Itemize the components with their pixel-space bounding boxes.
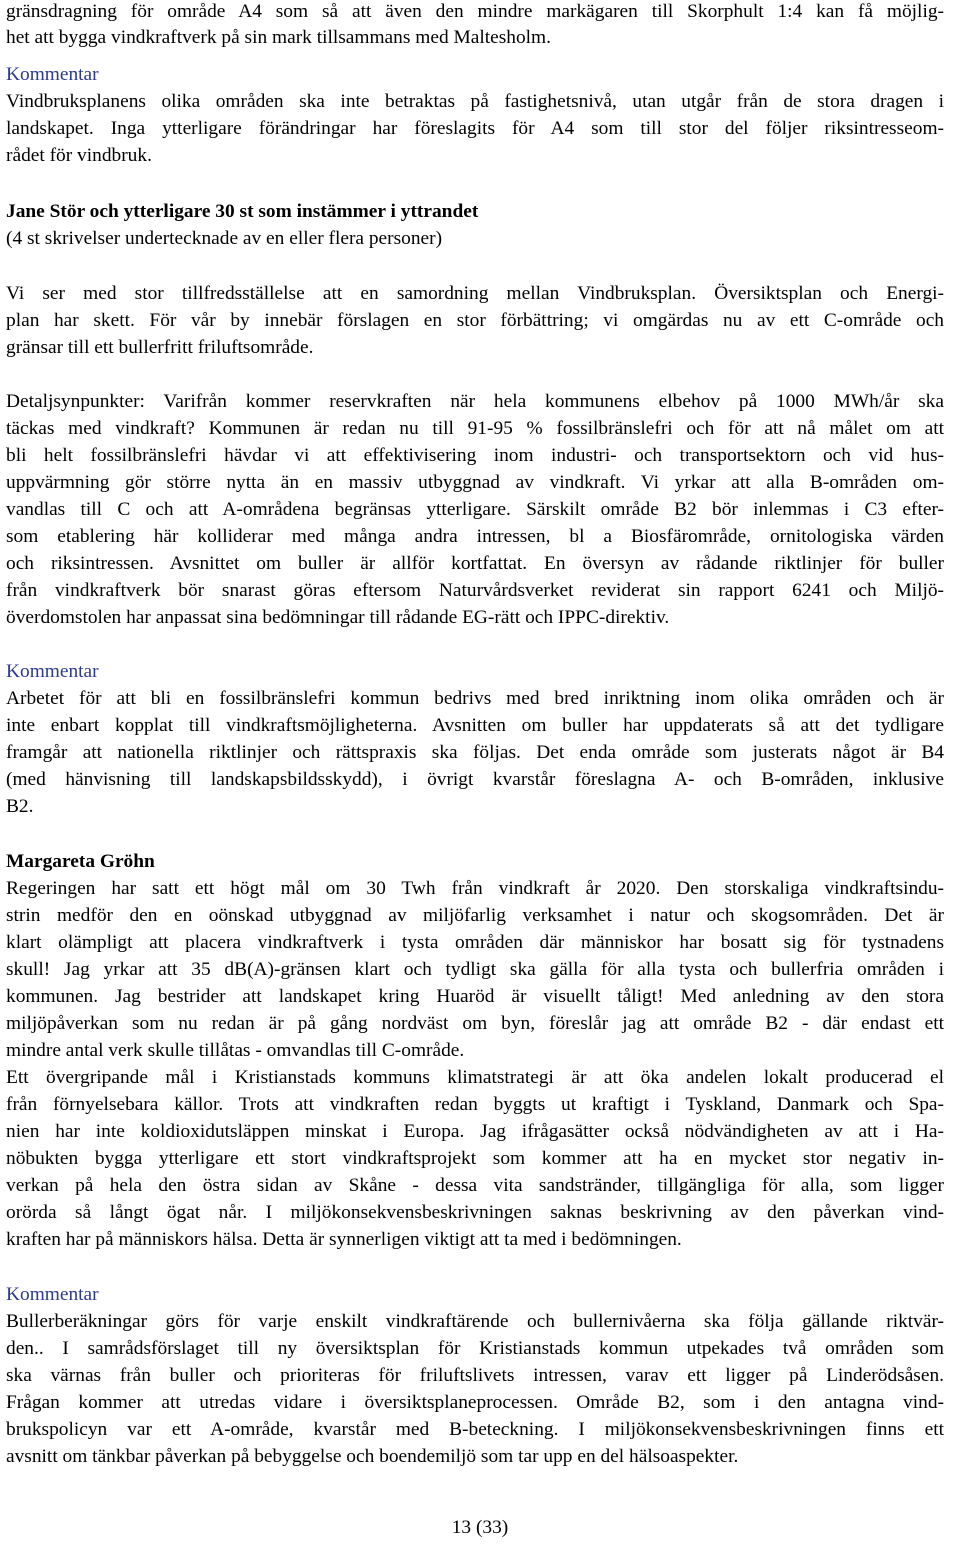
text-line: framgår att nationella riktlinjer och rättspraxis ska följas. Det enda område som justerats något är B4 [6, 742, 944, 763]
text-line: täckas med vindkraft? Kommunen är redan nu till 91-95 % fossilbränslefri och för att nå målet om att [6, 418, 944, 439]
text-line: kommunen. Jag bestrider att landskapet kring Huaröd är visuellt tåligt! Med anledning av den stora [6, 986, 944, 1007]
text-line: Detaljsynpunkter: Varifrån kommer reservkraften när hela kommunens elbehov på 1000 MWh/år ska [6, 391, 944, 412]
comment-heading: Kommentar [6, 661, 99, 682]
text-line: kraften har på människors hälsa. Detta är synnerligen viktigt att ta med i bedömningen. [6, 1229, 682, 1250]
text-line: från förnyelsebara källor. Trots att vindkraften redan byggts ut kraftigt i Tyskland, Danmark och Spa- [6, 1094, 944, 1115]
text-line: Frågan kommer att utredas vidare i översiktsplaneprocessen. Område B2, som i den antagna vind- [6, 1392, 944, 1413]
text-line: landskapet. Inga ytterligare förändringar har föreslagits för A4 som till stor del följer riksintresseom- [6, 118, 944, 139]
text-line: inte enbart kopplat till vindkraftsmöjligheterna. Avsnitten om buller har uppdaterats så att det tydligare [6, 715, 944, 736]
text-line: miljöpåverkan som nu redan är på gång nordväst om byn, föreslår jag att område B2 - där endast ett [6, 1013, 944, 1034]
text-line: och riksintressen. Avsnittet om buller är allför kortfattat. En översyn av rådande riktlinjer för buller [6, 553, 944, 574]
text-line: (med hänvisning till landskapsbildsskydd), i övrigt kvarstår föreslagna A- och B-områden, inklusive [6, 769, 944, 790]
text-line: orörda så långt ögat når. I miljökonsekvensbeskrivningen saknas beskrivning av den påverkan vind- [6, 1202, 944, 1223]
text-line: som etablering här kolliderar med många andra intressen, bl a Biosfärområde, ornitologiska värden [6, 526, 944, 547]
comment-heading: Kommentar [6, 1284, 99, 1305]
text-line: den.. I samrådsförslaget till ny översiktsplan för Kristianstads kommun utpekades två områden som [6, 1338, 944, 1359]
text-line: nien har inte koldioxidutsläppen minskat i Europa. Jag ifrågasätter också nödvändigheten av att i Ha- [6, 1121, 944, 1142]
text-line: Regeringen har satt ett högt mål om 30 Twh från vindkraft år 2020. Den storskaliga vindkraftsindu- [6, 878, 944, 899]
text-line: strin medför den en oönskad utbyggnad av miljöfarlig verksamhet i natur och skogsområden. Det är [6, 905, 944, 926]
text-line: avsnitt om tänkbar påverkan på bebyggelse och boendemiljö som tar upp en del hälsoaspekter. [6, 1446, 739, 1467]
text-line: bli helt fossilbränslefri hävdar vi att effektivisering inom industri- och transportsektorn och vid hus- [6, 445, 944, 466]
text-line: Bullerberäkningar görs för varje enskilt vindkraftärende och bullernivåerna ska följa gällande riktvär- [6, 1311, 944, 1332]
text-line: från vindkraftverk bör snarast göras eftersom Naturvårdsverket reviderat sin rapport 6241 och Miljö- [6, 580, 944, 601]
text-line: Vi ser med stor tillfredsställelse att en samordning mellan Vindbruksplan. Översiktsplan och Energi- [6, 283, 944, 304]
text-line: uppvärmning gör större nytta än en massiv utbyggnad av vindkraft. Vi yrkar att alla B-områden om- [6, 472, 944, 493]
comment-heading: Kommentar [6, 64, 99, 85]
text-line: brukspolicyn var ett A-område, kvarstår med B-beteckning. I miljökonsekvensbeskrivningen finns ett [6, 1419, 944, 1440]
text-line: B2. [6, 796, 34, 817]
text-line: Arbetet för att bli en fossilbränslefri kommun bedrivs med bred inriktning inom olika områden och är [6, 688, 944, 709]
text-line: vandlas till C och att A-områdena begränsas ytterligare. Särskilt område B2 bör inlemmas i C3 efter- [6, 499, 944, 520]
text-line: het att bygga vindkraftverk på sin mark tillsammans med Maltesholm. [6, 27, 551, 48]
text-line: klart olämpligt att placera vindkraftverk i tysta områden där människor har bosatt sig för tystnadens [6, 932, 944, 953]
text-line: Vindbruksplanens olika områden ska inte betraktas på fastighetsnivå, utan utgår från de stora dragen i [6, 91, 944, 112]
text-line: ska värnas från buller och prioriteras för friluftslivets intressen, varav ett ligger på Linderödsåsen. [6, 1365, 944, 1386]
section-subheading: (4 st skrivelser undertecknade av en eller flera personer) [6, 228, 443, 249]
text-line: rådet för vindbruk. [6, 145, 152, 166]
text-line: verkan på hela den östra sidan av Skåne - dessa vita sandstränder, tillgängliga för alla, som ligger [6, 1175, 944, 1196]
text-line: gränsdragning för område A4 som så att även den mindre markägaren till Skorphult 1:4 kan få möjlig- [6, 1, 944, 22]
text-line: plan har skett. För vår by innebär förslagen en stor förbättring; vi omgärdas nu av ett C-område och [6, 310, 944, 331]
section-heading: Jane Stör och ytterligare 30 st som instämmer i yttrandet [6, 201, 479, 222]
text-line: Ett övergripande mål i Kristianstads kommuns klimatstrategi är att öka andelen lokalt producerad el [6, 1067, 944, 1088]
text-line: gränsar till ett bullerfritt friluftsområde. [6, 337, 314, 358]
page-number: 13 (33) [451, 1517, 509, 1538]
text-line: mindre antal verk skulle tillåtas - omvandlas till C-område. [6, 1040, 465, 1061]
text-line: nöbukten bygga ytterligare ett stort vindkraftsprojekt som kommer att ha en mycket stor negativ in- [6, 1148, 944, 1169]
text-line: skull! Jag yrkar att 35 dB(A)-gränsen klart och tydligt ska gälla för alla tysta och bullerfria områden i [6, 959, 944, 980]
section-heading: Margareta Gröhn [6, 851, 155, 872]
text-line: överdomstolen har anpassat sina bedömningar till rådande EG-rätt och IPPC-direktiv. [6, 607, 670, 628]
